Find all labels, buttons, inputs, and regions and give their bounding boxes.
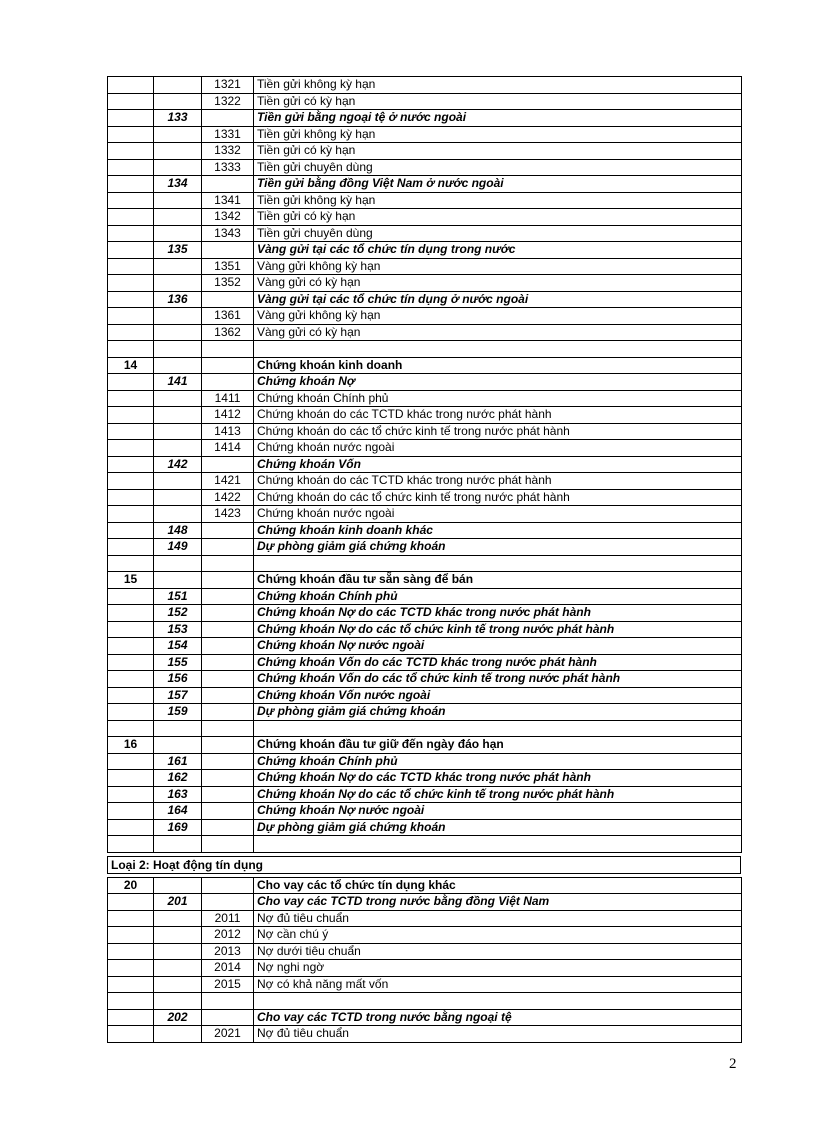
account-name-cell: Chứng khoán do các tổ chức kinh tế trong nước phát hành — [254, 489, 742, 506]
account-name-cell: Chứng khoán Chính phủ — [254, 588, 742, 605]
account-class-cell — [108, 819, 154, 836]
account-level1-cell — [154, 209, 202, 226]
account-level2-cell — [202, 819, 254, 836]
account-class-cell — [108, 407, 154, 424]
account-name-cell: Chứng khoán Nợ do các tổ chức kinh tế trong nước phát hành — [254, 786, 742, 803]
account-class-cell — [108, 93, 154, 110]
table-row — [108, 176, 742, 193]
account-class-cell — [108, 836, 154, 853]
account-class-cell — [108, 770, 154, 787]
table-row — [108, 943, 742, 960]
account-level1-cell — [154, 77, 202, 94]
account-class-cell — [108, 894, 154, 911]
account-class-cell — [108, 976, 154, 993]
account-name-cell: Nợ đủ tiêu chuẩn — [254, 1026, 742, 1043]
account-level2-cell — [202, 572, 254, 589]
account-name-cell: Cho vay các TCTD trong nước bằng đồng Việt Nam — [254, 894, 742, 911]
account-class-cell — [108, 489, 154, 506]
table-row — [108, 77, 742, 94]
account-name-cell: Chứng khoán Nợ do các TCTD khác trong nước phát hành — [254, 605, 742, 622]
account-level2-cell: 1362 — [202, 324, 254, 341]
account-name-cell: Cho vay các TCTD trong nước bằng ngoại tệ — [254, 1009, 742, 1026]
account-class-cell — [108, 225, 154, 242]
account-name-cell: Chứng khoán Vốn do các TCTD khác trong nước phát hành — [254, 654, 742, 671]
account-level2-cell — [202, 522, 254, 539]
account-level2-cell — [202, 687, 254, 704]
account-level1-cell — [154, 324, 202, 341]
account-class-cell — [108, 258, 154, 275]
account-level2-cell — [202, 605, 254, 622]
account-name-cell: Nợ có khả năng mất vốn — [254, 976, 742, 993]
account-name-cell: Chứng khoán do các TCTD khác trong nước phát hành — [254, 407, 742, 424]
table-row — [108, 143, 742, 160]
account-level2-cell — [202, 836, 254, 853]
table-row — [108, 225, 742, 242]
account-name-cell: Chứng khoán nước ngoài — [254, 506, 742, 523]
account-level1-cell: 157 — [154, 687, 202, 704]
table-row — [108, 671, 742, 688]
account-name-cell: Dự phòng giảm giá chứng khoán — [254, 704, 742, 721]
table-row — [108, 687, 742, 704]
table-row — [108, 159, 742, 176]
account-level1-cell — [154, 143, 202, 160]
account-level1-cell — [154, 993, 202, 1010]
account-name-cell — [254, 555, 742, 572]
account-level2-cell — [202, 638, 254, 655]
account-level2-cell — [202, 877, 254, 894]
account-level1-cell: 201 — [154, 894, 202, 911]
account-class-cell — [108, 242, 154, 259]
table-row — [108, 110, 742, 127]
account-level2-cell: 2015 — [202, 976, 254, 993]
table-row — [108, 704, 742, 721]
account-class-cell: 15 — [108, 572, 154, 589]
account-level2-cell: 1423 — [202, 506, 254, 523]
account-class-cell — [108, 803, 154, 820]
table-row — [108, 209, 742, 226]
table-row — [108, 753, 742, 770]
account-level1-cell: 156 — [154, 671, 202, 688]
account-class-cell — [108, 176, 154, 193]
account-level2-cell — [202, 753, 254, 770]
account-level2-cell: 1413 — [202, 423, 254, 440]
account-table-body — [108, 77, 742, 853]
account-class-cell — [108, 555, 154, 572]
account-level1-cell — [154, 877, 202, 894]
account-level1-cell: 155 — [154, 654, 202, 671]
account-level2-cell — [202, 1009, 254, 1026]
table-row — [108, 539, 742, 556]
account-class-cell — [108, 671, 154, 688]
account-class-cell: 14 — [108, 357, 154, 374]
account-class-cell — [108, 341, 154, 358]
account-class-cell — [108, 993, 154, 1010]
account-level2-cell — [202, 357, 254, 374]
account-level1-cell — [154, 423, 202, 440]
account-name-cell: Tiền gửi có kỳ hạn — [254, 143, 742, 160]
account-level2-cell — [202, 110, 254, 127]
account-level1-cell: 134 — [154, 176, 202, 193]
account-level2-cell: 1333 — [202, 159, 254, 176]
account-name-cell: Tiền gửi không kỳ hạn — [254, 192, 742, 209]
account-level2-cell — [202, 720, 254, 737]
account-class-cell — [108, 506, 154, 523]
account-level2-cell: 1322 — [202, 93, 254, 110]
account-class-cell — [108, 456, 154, 473]
account-name-cell: Chứng khoán Nợ nước ngoài — [254, 638, 742, 655]
account-name-cell: Chứng khoán Chính phủ — [254, 753, 742, 770]
table-row — [108, 555, 742, 572]
account-name-cell: Nợ cần chú ý — [254, 927, 742, 944]
table-row — [108, 1009, 742, 1026]
account-level2-cell — [202, 621, 254, 638]
account-level1-cell — [154, 910, 202, 927]
account-name-cell: Chứng khoán Vốn nước ngoài — [254, 687, 742, 704]
account-level2-cell — [202, 588, 254, 605]
account-level2-cell: 2021 — [202, 1026, 254, 1043]
table-row — [108, 720, 742, 737]
account-class-cell — [108, 753, 154, 770]
account-level1-cell — [154, 489, 202, 506]
account-class-cell — [108, 588, 154, 605]
table-row — [108, 910, 742, 927]
account-level1-cell: 148 — [154, 522, 202, 539]
account-level2-cell: 1351 — [202, 258, 254, 275]
table-row — [108, 894, 742, 911]
account-level2-cell: 1361 — [202, 308, 254, 325]
account-name-cell: Chứng khoán kinh doanh — [254, 357, 742, 374]
table-row — [108, 927, 742, 944]
account-level2-cell — [202, 374, 254, 391]
account-level1-cell — [154, 473, 202, 490]
account-name-cell: Tiền gửi không kỳ hạn — [254, 77, 742, 94]
account-class-cell — [108, 720, 154, 737]
account-name-cell: Tiền gửi bằng đồng Việt Nam ở nước ngoài — [254, 176, 742, 193]
account-name-cell: Chứng khoán do các TCTD khác trong nước phát hành — [254, 473, 742, 490]
table-row — [108, 341, 742, 358]
account-class-cell — [108, 209, 154, 226]
account-name-cell: Nợ nghi ngờ — [254, 960, 742, 977]
account-class-cell — [108, 522, 154, 539]
account-name-cell: Tiền gửi không kỳ hạn — [254, 126, 742, 143]
account-name-cell — [254, 836, 742, 853]
account-class-cell — [108, 539, 154, 556]
account-level2-cell — [202, 671, 254, 688]
account-name-cell: Chứng khoán do các tổ chức kinh tế trong nước phát hành — [254, 423, 742, 440]
account-name-cell: Tiền gửi chuyên dùng — [254, 159, 742, 176]
account-level1-cell — [154, 440, 202, 457]
table-row — [108, 93, 742, 110]
account-level2-cell — [202, 654, 254, 671]
account-level2-cell: 1352 — [202, 275, 254, 292]
account-level1-cell: 151 — [154, 588, 202, 605]
table-row — [108, 770, 742, 787]
account-class-cell — [108, 275, 154, 292]
account-level1-cell — [154, 159, 202, 176]
table-row — [108, 960, 742, 977]
account-level1-cell: 136 — [154, 291, 202, 308]
account-level1-cell — [154, 506, 202, 523]
account-level2-cell: 1421 — [202, 473, 254, 490]
account-class-cell — [108, 687, 154, 704]
account-level2-cell: 2011 — [202, 910, 254, 927]
document-page — [107, 76, 741, 1043]
account-level1-cell — [154, 308, 202, 325]
account-level2-cell: 1331 — [202, 126, 254, 143]
account-level1-cell — [154, 737, 202, 754]
account-class-cell — [108, 473, 154, 490]
account-level1-cell — [154, 943, 202, 960]
account-level1-cell — [154, 225, 202, 242]
account-level2-cell: 1342 — [202, 209, 254, 226]
account-table-body — [108, 877, 742, 1042]
account-class-cell — [108, 423, 154, 440]
table-row — [108, 522, 742, 539]
account-table-part-2 — [107, 877, 742, 1043]
account-level1-cell: 154 — [154, 638, 202, 655]
table-row — [108, 192, 742, 209]
table-row — [108, 976, 742, 993]
account-level1-cell — [154, 126, 202, 143]
account-level2-cell: 1422 — [202, 489, 254, 506]
account-class-cell — [108, 126, 154, 143]
account-name-cell — [254, 993, 742, 1010]
account-name-cell: Chứng khoán Vốn do các tổ chức kinh tế trong nước phát hành — [254, 671, 742, 688]
account-name-cell: Vàng gửi không kỳ hạn — [254, 308, 742, 325]
account-name-cell: Vàng gửi có kỳ hạn — [254, 275, 742, 292]
account-name-cell: Tiền gửi bằng ngoại tệ ở nước ngoài — [254, 110, 742, 127]
account-name-cell — [254, 720, 742, 737]
table-row — [108, 993, 742, 1010]
account-level1-cell: 142 — [154, 456, 202, 473]
account-level2-cell — [202, 555, 254, 572]
account-name-cell: Tiền gửi có kỳ hạn — [254, 209, 742, 226]
account-name-cell: Tiền gửi chuyên dùng — [254, 225, 742, 242]
account-name-cell: Vàng gửi tại các tổ chức tín dụng ở nước ngoài — [254, 291, 742, 308]
account-level1-cell — [154, 258, 202, 275]
account-name-cell: Chứng khoán Nợ — [254, 374, 742, 391]
page-number: 2 — [729, 1056, 737, 1072]
account-class-cell — [108, 159, 154, 176]
account-level2-cell: 1321 — [202, 77, 254, 94]
account-level2-cell: 1414 — [202, 440, 254, 457]
account-class-cell — [108, 960, 154, 977]
account-level1-cell: 153 — [154, 621, 202, 638]
table-row — [108, 506, 742, 523]
account-level1-cell: 163 — [154, 786, 202, 803]
account-class-cell — [108, 638, 154, 655]
account-name-cell: Cho vay các tổ chức tín dụng khác — [254, 877, 742, 894]
account-class-cell — [108, 324, 154, 341]
account-table-part-1 — [107, 76, 742, 853]
table-row — [108, 819, 742, 836]
account-level1-cell: 159 — [154, 704, 202, 721]
account-level2-cell — [202, 737, 254, 754]
account-level1-cell: 169 — [154, 819, 202, 836]
account-level2-cell — [202, 770, 254, 787]
table-row — [108, 638, 742, 655]
account-class-cell — [108, 621, 154, 638]
account-level1-cell — [154, 341, 202, 358]
account-name-cell: Dự phòng giảm giá chứng khoán — [254, 819, 742, 836]
table-row — [108, 456, 742, 473]
table-row — [108, 308, 742, 325]
account-name-cell: Nợ đủ tiêu chuẩn — [254, 910, 742, 927]
account-level2-cell — [202, 176, 254, 193]
table-row — [108, 324, 742, 341]
account-class-cell — [108, 110, 154, 127]
account-level1-cell — [154, 407, 202, 424]
table-row — [108, 621, 742, 638]
account-level2-cell — [202, 291, 254, 308]
account-name-cell: Chứng khoán Chính phủ — [254, 390, 742, 407]
account-level1-cell — [154, 836, 202, 853]
account-class-cell — [108, 374, 154, 391]
account-name-cell: Chứng khoán Nợ nước ngoài — [254, 803, 742, 820]
table-row — [108, 407, 742, 424]
account-level2-cell — [202, 894, 254, 911]
account-name-cell: Tiền gửi có kỳ hạn — [254, 93, 742, 110]
account-level2-cell: 1412 — [202, 407, 254, 424]
table-row — [108, 737, 742, 754]
table-row — [108, 605, 742, 622]
account-class-cell — [108, 1026, 154, 1043]
table-row — [108, 374, 742, 391]
account-level1-cell: 135 — [154, 242, 202, 259]
account-name-cell: Chứng khoán kinh doanh khác — [254, 522, 742, 539]
account-level2-cell — [202, 786, 254, 803]
table-row — [108, 836, 742, 853]
account-level2-cell — [202, 539, 254, 556]
account-level2-cell — [202, 456, 254, 473]
account-class-cell — [108, 308, 154, 325]
account-class-cell — [108, 390, 154, 407]
table-row — [108, 440, 742, 457]
account-level1-cell: 141 — [154, 374, 202, 391]
table-row — [108, 291, 742, 308]
table-row — [108, 1026, 742, 1043]
account-level2-cell — [202, 704, 254, 721]
account-level1-cell: 164 — [154, 803, 202, 820]
account-level1-cell: 162 — [154, 770, 202, 787]
table-row — [108, 473, 742, 490]
table-row — [108, 877, 742, 894]
account-class-cell — [108, 927, 154, 944]
account-level1-cell — [154, 192, 202, 209]
account-class-cell — [108, 1009, 154, 1026]
account-class-cell — [108, 440, 154, 457]
account-name-cell: Vàng gửi tại các tổ chức tín dụng trong nước — [254, 242, 742, 259]
table-row — [108, 654, 742, 671]
account-class-cell: 20 — [108, 877, 154, 894]
account-level2-cell: 1411 — [202, 390, 254, 407]
account-level2-cell — [202, 803, 254, 820]
account-name-cell: Dự phòng giảm giá chứng khoán — [254, 539, 742, 556]
account-level1-cell: 161 — [154, 753, 202, 770]
account-class-cell — [108, 605, 154, 622]
table-row — [108, 572, 742, 589]
table-row — [108, 242, 742, 259]
account-class-cell — [108, 943, 154, 960]
table-row — [108, 588, 742, 605]
account-level1-cell — [154, 572, 202, 589]
section-heading: Loại 2: Hoạt động tín dụng — [107, 856, 741, 874]
account-level2-cell — [202, 993, 254, 1010]
table-row — [108, 803, 742, 820]
account-level2-cell: 2014 — [202, 960, 254, 977]
table-row — [108, 786, 742, 803]
table-row — [108, 357, 742, 374]
account-name-cell — [254, 341, 742, 358]
account-level2-cell: 1332 — [202, 143, 254, 160]
account-level2-cell: 2012 — [202, 927, 254, 944]
account-name-cell: Chứng khoán đầu tư sẵn sàng để bán — [254, 572, 742, 589]
account-level2-cell: 2013 — [202, 943, 254, 960]
table-row — [108, 423, 742, 440]
account-level1-cell: 152 — [154, 605, 202, 622]
account-name-cell: Vàng gửi không kỳ hạn — [254, 258, 742, 275]
account-name-cell: Chứng khoán Nợ do các TCTD khác trong nước phát hành — [254, 770, 742, 787]
account-level1-cell: 202 — [154, 1009, 202, 1026]
account-level1-cell: 149 — [154, 539, 202, 556]
account-name-cell: Vàng gửi có kỳ hạn — [254, 324, 742, 341]
account-class-cell — [108, 291, 154, 308]
account-class-cell — [108, 654, 154, 671]
account-name-cell: Nợ dưới tiêu chuẩn — [254, 943, 742, 960]
account-name-cell: Chứng khoán Nợ do các tổ chức kinh tế trong nước phát hành — [254, 621, 742, 638]
account-level2-cell: 1343 — [202, 225, 254, 242]
account-level1-cell — [154, 927, 202, 944]
account-level1-cell — [154, 93, 202, 110]
table-row — [108, 275, 742, 292]
account-class-cell: 16 — [108, 737, 154, 754]
account-class-cell — [108, 910, 154, 927]
account-class-cell — [108, 77, 154, 94]
account-class-cell — [108, 192, 154, 209]
account-level1-cell — [154, 1026, 202, 1043]
account-class-cell — [108, 704, 154, 721]
account-level2-cell — [202, 242, 254, 259]
account-name-cell: Chứng khoán nước ngoài — [254, 440, 742, 457]
account-class-cell — [108, 786, 154, 803]
account-level1-cell: 133 — [154, 110, 202, 127]
account-class-cell — [108, 143, 154, 160]
account-level2-cell: 1341 — [202, 192, 254, 209]
account-level1-cell — [154, 390, 202, 407]
account-level1-cell — [154, 976, 202, 993]
account-name-cell: Chứng khoán Vốn — [254, 456, 742, 473]
table-row — [108, 126, 742, 143]
account-level1-cell — [154, 555, 202, 572]
account-level1-cell — [154, 960, 202, 977]
table-row — [108, 489, 742, 506]
account-level1-cell — [154, 357, 202, 374]
account-level2-cell — [202, 341, 254, 358]
account-name-cell: Chứng khoán đầu tư giữ đến ngày đáo hạn — [254, 737, 742, 754]
table-row — [108, 390, 742, 407]
table-row — [108, 258, 742, 275]
account-level1-cell — [154, 275, 202, 292]
account-level1-cell — [154, 720, 202, 737]
